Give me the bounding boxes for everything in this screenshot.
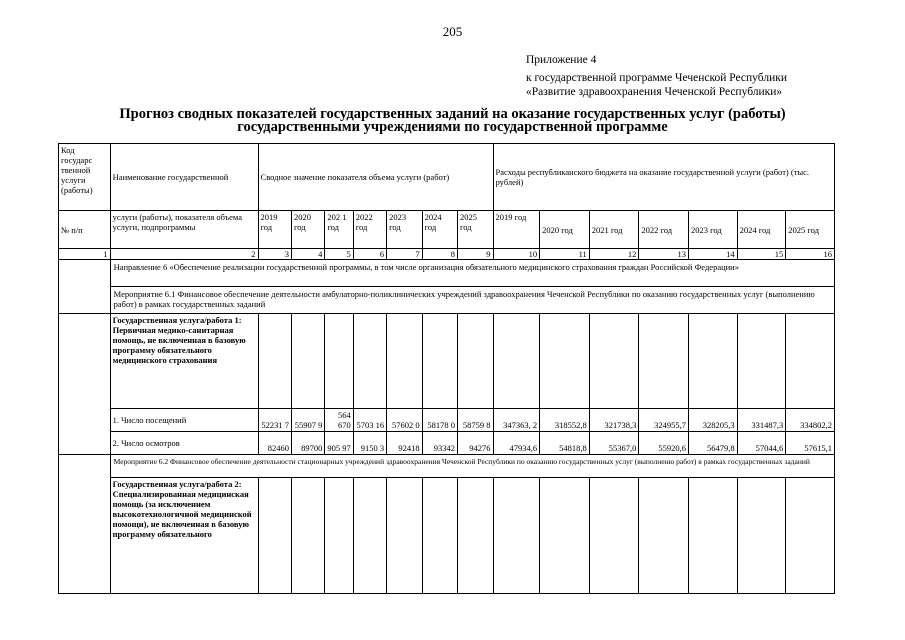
measure-row: [59, 455, 835, 478]
header-volume-group: Сводное значение показателя объема услуги (работ): [258, 144, 493, 211]
expense-cell: 57615,1: [786, 432, 835, 455]
column-number: 1: [59, 249, 111, 260]
volume-cell: 55907 9: [291, 409, 324, 432]
expense-year: 2020 год: [540, 211, 590, 249]
column-number: 8: [422, 249, 457, 260]
empty-cell: [689, 478, 738, 594]
column-number: 15: [737, 249, 786, 260]
expense-year: 2024 год: [737, 211, 786, 249]
empty-cell: [493, 314, 540, 409]
service-2-row: [59, 478, 835, 594]
empty-cell: [540, 314, 590, 409]
column-number: 9: [458, 249, 494, 260]
expense-cell: 318552,8: [540, 409, 590, 432]
expense-cell: 47934,6: [493, 432, 540, 455]
empty-cell: [639, 478, 689, 594]
expense-cell: 334802,2: [786, 409, 835, 432]
empty-cell: [422, 314, 457, 409]
volume-cell: 57602 0: [387, 409, 422, 432]
expense-cell: 55367,0: [589, 432, 639, 455]
volume-cell: 92418: [387, 432, 422, 455]
empty-cell: [786, 478, 835, 594]
column-number: 14: [689, 249, 738, 260]
empty-cell: [291, 314, 324, 409]
expense-cell: 328205,3: [689, 409, 738, 432]
appendix-program: к государственной программе Чеченской Республики: [526, 72, 787, 84]
header-row-1: [59, 144, 835, 211]
service-1-title: Государственная услуга/работа 1: Первичная медико-санитарная помощь, не включенная в базовую программу обязательного медицинского страхования: [110, 314, 258, 409]
volume-cell: 9150 3: [353, 432, 386, 455]
volume-cell: 52231 7: [258, 409, 291, 432]
header-row-2: [59, 211, 835, 249]
empty-cell: [59, 314, 111, 455]
empty-cell: [387, 314, 422, 409]
empty-cell: [589, 314, 639, 409]
empty-cell: [458, 478, 494, 594]
empty-cell: [689, 314, 738, 409]
expense-cell: 347363, 2: [493, 409, 540, 432]
empty-cell: [737, 314, 786, 409]
volume-cell: 564 670: [325, 409, 353, 432]
empty-cell: [493, 478, 540, 594]
empty-cell: [353, 478, 386, 594]
volume-year: 2019 год: [258, 211, 291, 249]
forecast-table: [58, 143, 835, 594]
volume-cell: 905 97: [325, 432, 353, 455]
empty-cell: [422, 478, 457, 594]
table-row: [59, 432, 835, 455]
empty-cell: [325, 314, 353, 409]
service-1-row: [59, 314, 835, 409]
measure-row: [59, 287, 835, 314]
direction-6: Направление 6 «Обеспечение реализации государственной программы, в том числе организация обязательного медицинского страхования граждан Российской Федерации»: [110, 260, 834, 287]
volume-year: 2024 год: [422, 211, 457, 249]
expense-cell: 331487,3: [737, 409, 786, 432]
empty-cell: [786, 314, 835, 409]
expense-cell: 57044,6: [737, 432, 786, 455]
volume-cell: 89700: [291, 432, 324, 455]
direction-row: [59, 260, 835, 287]
measure-6-1: Мероприятие 6.1 Финансовое обеспечение деятельности амбулаторно-поликлинических учреждений здравоохранения Чеченской Республики по оказанию государственных услуг (выполнению работ) в рамках государственных заданий: [110, 287, 834, 314]
empty-cell: [458, 314, 494, 409]
volume-cell: 58178 0: [422, 409, 457, 432]
column-number: 5: [325, 249, 353, 260]
volume-year: 202 1 год: [325, 211, 353, 249]
header-num: № п/п: [59, 211, 111, 249]
service-2-title: Государственная услуга/работа 2: Специализированная медицинская помощь (за исключением высокотехнологичной медицинской помощи), не включенная в базовую программу обязательного: [110, 478, 258, 594]
expense-year: 2021 год: [589, 211, 639, 249]
header-name-top: Наименование государственной: [110, 144, 258, 211]
empty-cell: [258, 314, 291, 409]
expense-cell: 56479,8: [689, 432, 738, 455]
row-label: 2. Число осмотров: [110, 432, 258, 455]
column-number-row: [59, 249, 835, 260]
header-expenses-group: Расходы республиканского бюджета на оказание государственной услуги (работ) (тыс. рублей): [493, 144, 834, 211]
column-number: 2: [110, 249, 258, 260]
column-number: 3: [258, 249, 291, 260]
column-number: 7: [387, 249, 422, 260]
volume-year: 2023 год: [387, 211, 422, 249]
page-number: 205: [442, 24, 463, 39]
volume-cell: 5703 16: [353, 409, 386, 432]
expense-cell: 54818,8: [540, 432, 590, 455]
volume-cell: 94276: [458, 432, 494, 455]
empty-cell: [59, 260, 111, 314]
empty-cell: [387, 478, 422, 594]
column-number: 16: [786, 249, 835, 260]
expense-year: 2023 год: [689, 211, 738, 249]
table-row: [59, 409, 835, 432]
header-code: Код государс твенной услуги (работы): [59, 144, 111, 211]
volume-cell: 82460: [258, 432, 291, 455]
empty-cell: [258, 478, 291, 594]
volume-year: 2025 год: [458, 211, 494, 249]
measure-6-2: Мероприятие 6.2 Финансовое обеспечение деятельности стационарных учреждений здравоохранения Чеченской Республики по оказанию государственных услуг (выполненю работ) в рамках государственных заданий: [110, 455, 834, 478]
title-line-2: государственными учреждениями по государственной программе: [237, 119, 668, 135]
empty-cell: [59, 455, 111, 594]
expense-cell: 55920,6: [639, 432, 689, 455]
column-number: 11: [540, 249, 590, 260]
empty-cell: [589, 478, 639, 594]
column-number: 4: [291, 249, 324, 260]
expense-cell: 321738,3: [589, 409, 639, 432]
column-number: 13: [639, 249, 689, 260]
expense-year: 2019 год: [493, 211, 540, 249]
expense-cell: 324955,7: [639, 409, 689, 432]
empty-cell: [639, 314, 689, 409]
empty-cell: [540, 478, 590, 594]
volume-year: 2020 год: [291, 211, 324, 249]
empty-cell: [291, 478, 324, 594]
empty-cell: [353, 314, 386, 409]
empty-cell: [325, 478, 353, 594]
expense-year: 2022 год: [639, 211, 689, 249]
header-name-bottom: услуги (работы), показателя объема услуги, подпрограммы: [110, 211, 258, 249]
row-label: 1. Число посещений: [110, 409, 258, 432]
expense-year: 2025 год: [786, 211, 835, 249]
column-number: 10: [493, 249, 540, 260]
page-title: [60, 108, 845, 134]
volume-cell: 58759 8: [458, 409, 494, 432]
appendix-label: Приложение 4: [526, 54, 597, 66]
column-number: 6: [353, 249, 386, 260]
volume-year: 2022 год: [353, 211, 386, 249]
volume-cell: 93342: [422, 432, 457, 455]
empty-cell: [737, 478, 786, 594]
title-line-1: Прогноз сводных показателей государственных заданий на оказание государственных услуг (работы): [119, 106, 786, 122]
appendix-caption: [526, 53, 787, 99]
appendix-program-name: «Развитие здравоохранения Чеченской Республики»: [526, 86, 783, 98]
column-number: 12: [589, 249, 639, 260]
